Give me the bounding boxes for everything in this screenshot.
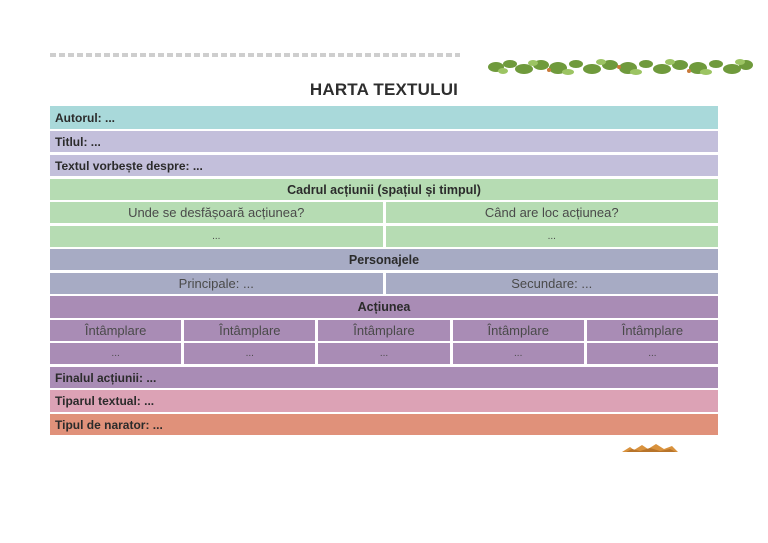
intamplare-value: ... (50, 343, 181, 364)
cand-value: ... (386, 226, 719, 247)
principale-field: Principale: ... (50, 273, 383, 294)
secundare-field: Secundare: ... (386, 273, 719, 294)
row-textul (50, 155, 718, 176)
intamplare-value: ... (453, 343, 584, 364)
actiunea-header: Acțiunea (50, 296, 718, 318)
unde-value: ... (50, 226, 383, 247)
row-personajele-values (50, 273, 718, 294)
row-titlul (50, 131, 718, 152)
intamplare-label: Întâmplare (50, 320, 181, 341)
row-tiparul (50, 390, 718, 412)
leaf-border-image (486, 55, 754, 81)
faded-instruction-line (50, 53, 460, 57)
textul-field: Textul vorbește despre: ... (50, 155, 718, 176)
cand-question: Când are loc acțiunea? (386, 202, 719, 223)
row-cadrul-questions (50, 202, 718, 223)
row-intamplari (50, 320, 718, 341)
unde-question: Unde se desfășoară acțiunea? (50, 202, 383, 223)
row-actiunea-header (50, 296, 718, 318)
intamplare-label: Întâmplare (587, 320, 718, 341)
row-intamplari-values (50, 343, 718, 364)
autorul-field: Autorul: ... (50, 106, 718, 129)
row-tipul-narator (50, 414, 718, 435)
row-personajele-header (50, 249, 718, 270)
row-cadrul-values (50, 226, 718, 247)
page-title: HARTA TEXTULUI (309, 80, 459, 99)
row-finalul (50, 367, 718, 388)
row-cadrul-header (50, 179, 718, 200)
tiparul-field: Tiparul textual: ... (50, 390, 718, 412)
intamplare-label: Întâmplare (318, 320, 449, 341)
intamplare-value: ... (587, 343, 718, 364)
cadrul-header: Cadrul acțiunii (spațiul și timpul) (50, 179, 718, 200)
intamplare-label: Întâmplare (184, 320, 315, 341)
row-autorul (50, 106, 718, 129)
ground-grass-image (620, 440, 680, 454)
intamplare-label: Întâmplare (453, 320, 584, 341)
intamplare-value: ... (184, 343, 315, 364)
personajele-header: Personajele (50, 249, 718, 270)
intamplare-value: ... (318, 343, 449, 364)
tipul-narator-field: Tipul de narator: ... (50, 414, 718, 435)
finalul-field: Finalul acțiunii: ... (50, 367, 718, 388)
titlul-field: Titlul: ... (50, 131, 718, 152)
